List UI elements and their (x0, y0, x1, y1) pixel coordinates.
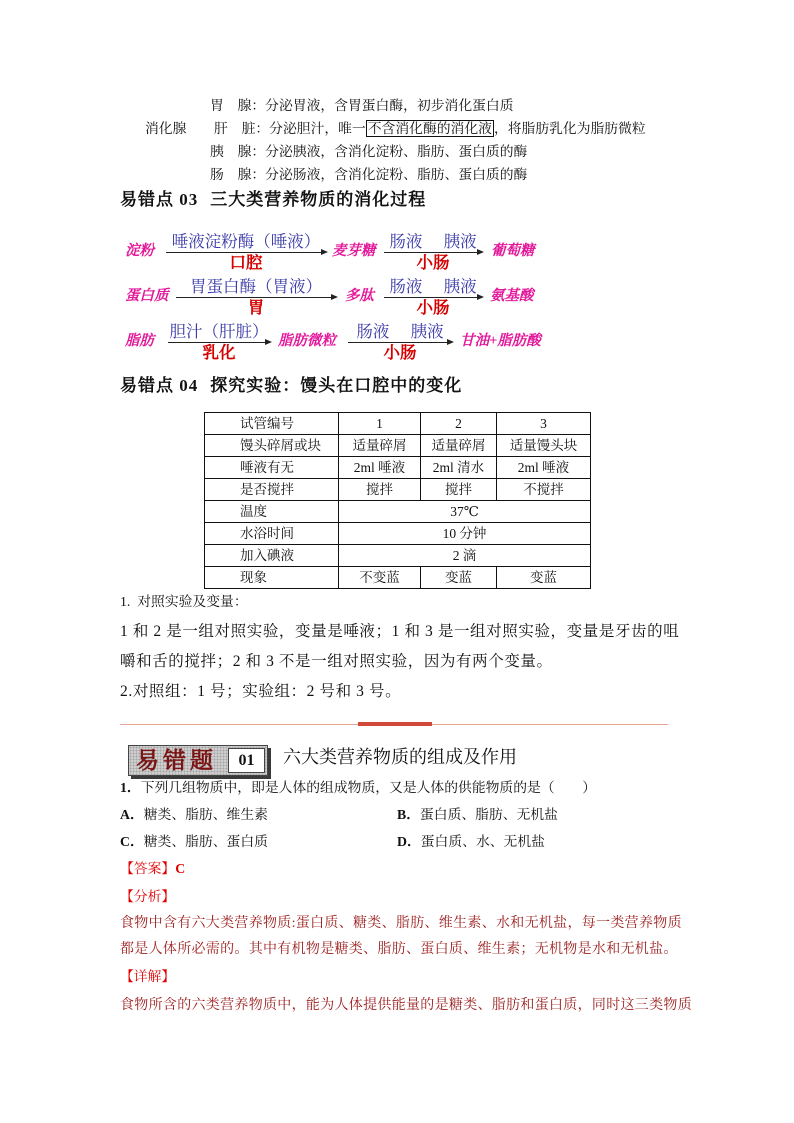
intermediate-label: 多肽 (345, 288, 374, 304)
substrate-label: 淀粉 (125, 243, 154, 259)
experiment-table (204, 412, 591, 589)
enzyme-label: 胃蛋白酶（胃液） (190, 278, 322, 296)
arrow-line (348, 342, 452, 343)
table-cell-merged: 10 分钟 (339, 523, 591, 545)
option-label: D． (397, 834, 421, 849)
table-row-label: 加入碘液 (205, 545, 339, 567)
answer-line (120, 859, 185, 879)
gland-line-pancreas: 胰 腺：分泌胰液，含消化淀粉、脂肪、蛋白质的酶 (210, 144, 528, 159)
digestion-arrow (384, 233, 482, 273)
section-title: 三大类营养物质的消化过程 (210, 190, 427, 209)
table-header-row (205, 413, 591, 435)
section-label: 易错点 04 (120, 376, 199, 395)
section-heading-03 (120, 189, 426, 211)
gland-line-stomach: 胃 腺：分泌胃液，含胃蛋白酶，初步消化蛋白质 (210, 98, 514, 113)
option-d (397, 832, 545, 852)
gland-text-after: ，将脂肪乳化为脂肪微粒 (493, 121, 646, 136)
table-header-cell: 1 (339, 413, 421, 435)
substrate-label: 脂肪 (125, 333, 154, 349)
analysis-label: 【分析】 (120, 889, 176, 904)
banner-title: 六大类营养物质的组成及作用 (283, 747, 517, 767)
table-row-label: 现象 (205, 567, 339, 589)
question-number: 1． (120, 780, 141, 795)
analysis-line: 都是人体所必需的。其中有机物是糖类、脂肪、蛋白质、维生素；无机物是水和无机盐。 (120, 942, 678, 957)
option-text: 蛋白质、脂肪、无机盐 (420, 807, 558, 822)
gland-group-label: 消化腺 (145, 121, 187, 136)
table-cell: 适量碎屑 (421, 435, 497, 457)
table-cell: 变蓝 (421, 567, 497, 589)
enzyme-label: 肠液 胰液 (389, 278, 477, 296)
notes-heading: 1. 对照实验及变量： (120, 594, 248, 609)
answer-value: C (175, 861, 186, 876)
option-text: 蛋白质、水、无机盐 (420, 834, 545, 849)
analysis-line: 食物中含有六大类营养物质:蛋白质、糖类、脂肪、维生素、水和无机盐，每一类营养物质 (120, 916, 682, 931)
gland-text-before: 肝 脏：分泌胆汁，唯一 (214, 121, 366, 136)
site-label: 胃 (247, 299, 265, 317)
question-text: 下列几组物质中，即是人体的组成物质，又是人体的供能物质的是（ ） (140, 780, 596, 795)
enzyme-label: 唾液淀粉酶（唾液） (171, 233, 321, 251)
table-cell: 不搅拌 (497, 479, 591, 501)
site-label: 小肠 (416, 299, 450, 317)
table-row (205, 523, 591, 545)
table-row (205, 435, 591, 457)
table-cell-merged: 2 滴 (339, 545, 591, 567)
table-cell: 变蓝 (497, 567, 591, 589)
option-label: C． (120, 834, 144, 849)
section-divider-accent (358, 722, 432, 726)
option-label: B． (397, 807, 420, 822)
arrow-line (384, 297, 482, 298)
table-row-label: 温度 (205, 501, 339, 523)
arrow-line (166, 252, 326, 253)
substrate-label: 蛋白质 (125, 288, 169, 304)
site-label: 小肠 (416, 254, 450, 272)
detail-label: 【详解】 (120, 969, 176, 984)
notes-line: 嚼和舌的搅拌；2 和 3 不是一组对照实验，因为有两个变量。 (120, 653, 553, 670)
detail-line: 食物所含的六类营养物质中，能为人体提供能量的是糖类、脂肪和蛋白质，同时这三类物质 (120, 998, 692, 1013)
notes-line: 1 和 2 是一组对照实验，变量是唾液；1 和 3 是一组对照实验，变量是牙齿的咀 (120, 623, 680, 640)
option-a (120, 805, 268, 825)
table-cell: 搅拌 (421, 479, 497, 501)
arrow-line (168, 342, 270, 343)
enzyme-label: 胆汁（肝脏） (169, 323, 269, 341)
product-label: 甘油+脂肪酸 (460, 333, 541, 349)
option-text: 糖类、脂肪、维生素 (143, 807, 268, 822)
intermediate-label: 脂肪微粒 (278, 333, 336, 349)
table-cell: 2ml 唾液 (339, 457, 421, 479)
digestion-arrow (176, 278, 336, 318)
table-header-cell: 2 (421, 413, 497, 435)
table-row (205, 479, 591, 501)
site-label: 口腔 (229, 254, 263, 272)
digestion-arrow (384, 278, 482, 318)
table-row-label: 水浴时间 (205, 523, 339, 545)
table-cell: 不变蓝 (339, 567, 421, 589)
table-cell: 搅拌 (339, 479, 421, 501)
table-header-cell: 试管编号 (205, 413, 339, 435)
table-cell: 适量碎屑 (339, 435, 421, 457)
banner-label: 易错题 (136, 747, 217, 774)
option-text: 糖类、脂肪、蛋白质 (143, 834, 268, 849)
table-row (205, 501, 591, 523)
product-label: 氨基酸 (490, 288, 534, 304)
product-label: 葡萄糖 (491, 243, 535, 259)
boxed-highlight: 不含消化酶的消化液 (367, 121, 492, 136)
question-stem (120, 778, 596, 798)
arrow-line (176, 297, 336, 298)
intermediate-label: 麦芽糖 (332, 243, 376, 259)
option-label: A． (120, 807, 144, 822)
enzyme-label: 肠液 胰液 (356, 323, 444, 341)
section-label: 易错点 03 (120, 190, 199, 209)
table-row (205, 545, 591, 567)
option-c (120, 832, 268, 852)
section-heading-04 (120, 375, 462, 397)
site-label: 小肠 (383, 344, 417, 362)
table-cell: 2ml 唾液 (497, 457, 591, 479)
table-row (205, 567, 591, 589)
table-row-label: 是否搅拌 (205, 479, 339, 501)
option-b (397, 805, 558, 825)
gland-line-intestinal: 肠 腺：分泌肠液，含消化淀粉、脂肪、蛋白质的酶 (210, 167, 528, 182)
table-row-label: 馒头碎屑或块 (205, 435, 339, 457)
table-cell: 2ml 清水 (421, 457, 497, 479)
digestion-arrow (166, 233, 326, 273)
table-row-label: 唾液有无 (205, 457, 339, 479)
section-title: 探究实验：馒头在口腔中的变化 (210, 376, 463, 395)
table-header-cell: 3 (497, 413, 591, 435)
digestion-arrow (348, 323, 452, 363)
gland-line-liver (214, 119, 646, 139)
notes-conclusion: 2.对照组：1 号；实验组：2 号和 3 号。 (120, 683, 402, 700)
banner-number: 01 (228, 748, 265, 773)
arrow-line (384, 252, 482, 253)
enzyme-label: 肠液 胰液 (389, 233, 477, 251)
table-cell: 适量馒头块 (497, 435, 591, 457)
site-label: 乳化 (202, 344, 236, 362)
digestion-arrow (168, 323, 270, 363)
table-row (205, 457, 591, 479)
answer-label: 【答案】 (120, 861, 176, 876)
error-question-banner (128, 745, 268, 776)
table-cell-merged: 37℃ (339, 501, 591, 523)
